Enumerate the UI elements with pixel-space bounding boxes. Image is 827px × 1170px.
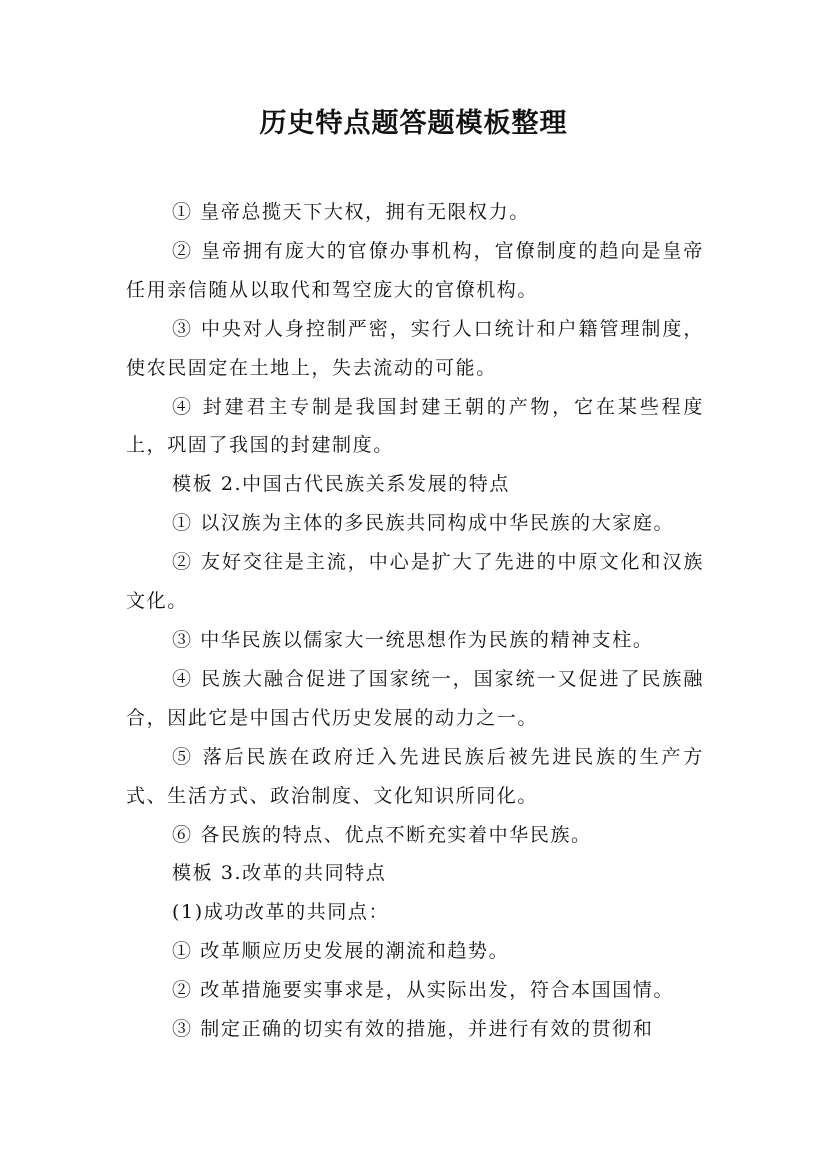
- paragraph: ② 友好交往是主流，中心是扩大了先进的中原文化和汉族文化。: [126, 551, 704, 613]
- paragraph: ② 皇帝拥有庞大的官僚办事机构，官僚制度的趋向是皇帝任用亲信随从以取代和驾空庞大的官僚机构。: [126, 239, 704, 301]
- paragraph: ② 改革措施要实事求是，从实际出发，符合本国国情。: [172, 979, 675, 1002]
- paragraph: ⑥ 各民族的特点、优点不断充实着中华民族。: [172, 823, 592, 846]
- document-title: 历史特点题答题模板整理: [259, 108, 568, 139]
- paragraph: ① 皇帝总揽天下大权，拥有无限权力。: [172, 201, 530, 223]
- paragraph: ④ 民族大融合促进了国家统一，国家统一又促进了民族融合，因此它是中国古代历史发展的动力之一。: [126, 667, 704, 729]
- section-heading: 模板 3.改革的共同特点: [172, 862, 387, 885]
- paragraph: ③ 制定正确的切实有效的措施，并进行有效的贯彻和: [172, 1018, 654, 1041]
- paragraph: ③ 中央对人身控制严密，实行人口统计和户籍管理制度，使农民固定在土地上，失去流动的可能。: [126, 317, 704, 379]
- paragraph: ③ 中华民族以儒家大一统思想作为民族的精神支柱。: [172, 628, 654, 651]
- section-heading: 模板 2.中国古代民族关系发展的特点: [172, 473, 510, 496]
- document-body: [126, 193, 704, 1049]
- subsection-heading: (1)成功改革的共同点：: [172, 901, 390, 924]
- paragraph: ⑤ 落后民族在政府迁入先进民族后被先进民族的生产方式、生活方式、政治制度、文化知识所同化。: [126, 745, 704, 807]
- paragraph: ④ 封建君主专制是我国封建王朝的产物，它在某些程度上，巩固了我国的封建制度。: [126, 395, 704, 457]
- paragraph: ① 以汉族为主体的多民族共同构成中华民族的大家庭。: [172, 512, 675, 535]
- paragraph: ① 改革顺应历史发展的潮流和趋势。: [172, 940, 510, 963]
